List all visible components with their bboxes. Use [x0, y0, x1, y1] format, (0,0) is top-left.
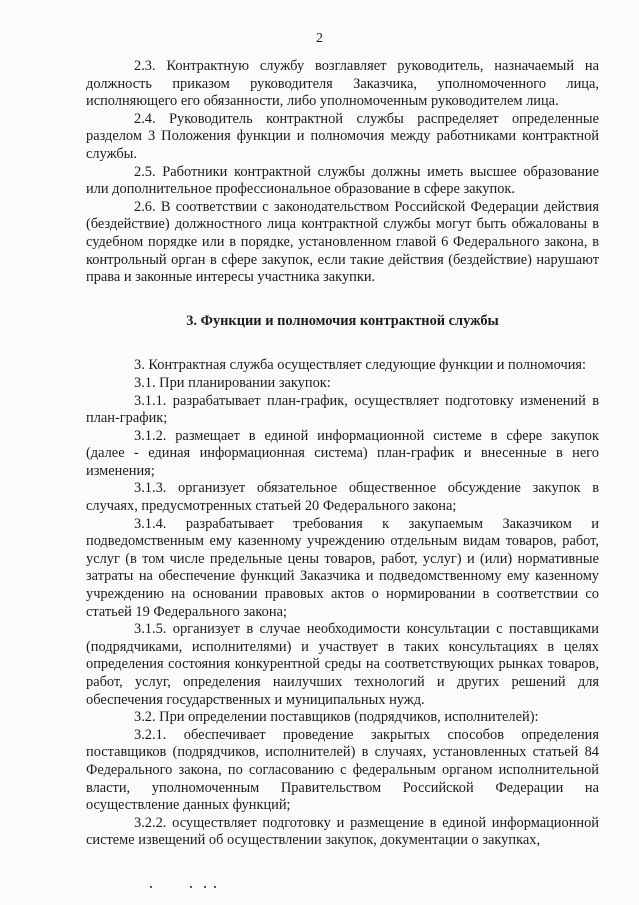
paragraph-2-5: 2.5. Работники контрактной службы должны иметь высшее образование или дополнительное профессиональное образование в сфере закупок. — [86, 163, 599, 198]
paragraph-3-1-2: 3.1.2. размещает в единой информационной системе в сфере закупок (далее - единая информационная система) план-график и внесенные в него изменения; — [86, 427, 599, 479]
page-number: 2 — [316, 31, 323, 46]
paragraph-3-1-3: 3.1.3. организует обязательное общественное обсуждение закупок в случаях, предусмотренных статьей 20 Федерального закона; — [86, 480, 599, 515]
paragraph-3-2-2: 3.2.2. осуществляет подготовку и размещение в единой информационной системе извещений об осуществлении закупок, документации о закупках, — [86, 814, 599, 849]
paragraph-2-3: 2.3. Контрактную службу возглавляет руководитель, назначаемый на должность приказом руководителя Заказчика, уполномоченного лица, исполняющего его обязанности, либо уполномоченным руководителем лица. — [86, 58, 599, 110]
paragraph-3-2: 3.2. При определении поставщиков (подрядчиков, исполнителей): — [134, 709, 539, 726]
paragraph-2-6: 2.6. В соответствии с законодательством Российской Федерации действия (бездействие) должностного лица контрактной службы могут быть обжалованы в судебном порядке или в порядке, установленном главой 6 Федерального закона, в контрольный орган в сфере закупок, если такие действия (бездействие) нарушают права и законные интересы участника закупки. — [86, 198, 599, 286]
paragraph-3-1: 3.1. При планировании закупок: — [134, 374, 331, 391]
paragraph-3-2-1: 3.2.1. обеспечивает проведение закрытых способов определения поставщиков (подрядчиков, исполнителей) в случаях, установленных статьей 84 Федерального закона, по согласованию с федеральным органом исполнительной власти, уполномоченным Правительством Российской Федерации на осуществление данных функций; — [86, 726, 599, 814]
paragraph-3-1-1: 3.1.1. разрабатывает план-график, осуществляет подготовку изменений в план-график; — [86, 392, 599, 427]
document-body — [86, 58, 599, 850]
paragraph-3-1-5: 3.1.5. организует в случае необходимости консультации с поставщиками (подрядчиками, исполнителями) и участвует в таких консультациях в целях определения состояния конкурентной среды на соответствующих рынках товаров, работ, услуг, определения наилучших технологий и других решений для обеспечения государственных и муниципальных нужд. — [86, 621, 599, 708]
paragraph-3: 3. Контрактная служба осуществляет следующие функции и полномочия: — [134, 357, 587, 374]
section-heading: 3. Функции и полномочия контрактной службы — [186, 312, 499, 329]
scan-artifact-marks — [150, 886, 270, 890]
paragraph-2-4: 2.4. Руководитель контрактной службы распределяет определенные разделом 3 Положения функции и полномочия между работниками контрактной службы. — [86, 110, 599, 162]
paragraph-3-1-4: 3.1.4. разрабатывает требования к закупаемым Заказчиком и подведомственным ему казенному учреждению отдельным видам товаров, работ, услуг (в том числе предельные цены товаров, работ, услуг) и (или) нормативные затраты на обеспечение функций Заказчика и подведомственному ему казенному учреждению на основании правовых актов о нормировании в соответствии со статьей 19 Федерального закона; — [86, 515, 599, 620]
